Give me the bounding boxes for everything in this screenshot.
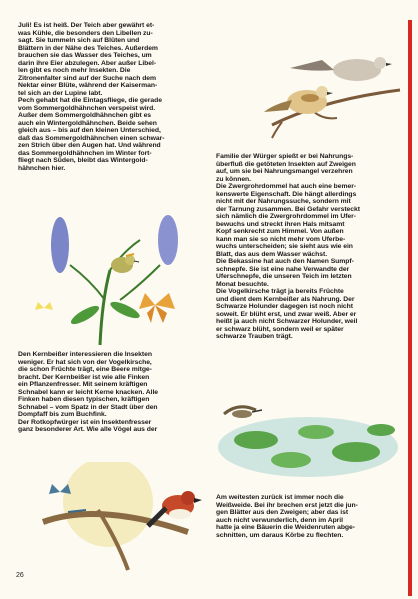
shrike-illustration xyxy=(38,462,203,572)
lupine-goldcrest-illustration xyxy=(30,210,210,350)
red-margin-bar xyxy=(408,20,412,596)
text-block-july-pond: Juli! Es ist heiß. Der Teich aber gewährt et- was Kühle, die besonders den Libellen zu- sagt. Sie tummeln sich auf Blüten und Blättern in der Nähe des Teiches. Außerdem brauchen sie das Wasser des Teiches, um darin ihre Eier abzulegen. Aber außer Libel- len gibt es noch mehr Insekten. Die Zitronenfalter sind auf der Suche nach dem Nektar einer Blüte, während der Kaiserman- tel sich an der Lupine labt. Pech gehabt hat die Eintagsfliege, die gerade vom Sommergoldhähnchen verspeist wird. Außer dem Sommergoldhähnchen gibt es auch ein Wintergoldhähnchen. Beide sehen gleich aus – bis auf den kleinen Unterschied, daß das Sommergoldhähnchen einen schwar- zen Strich über den Augen hat. Und während das Sommergoldhähnchen im Winter fort- fliegt nach Süden, bleibt das Wintergold- hähnchen hier. xyxy=(18,22,165,172)
doves-illustration xyxy=(252,30,402,140)
text-block-white-willow: Am weitesten zurück ist immer noch die Weißweide. Bei ihr brechen erst jetzt die jun- gen Blätter aus den Zweigen; aber das ist auch nicht verwunderlich, denn im April hatte ja eine Bäuerin die Weidenruten abge- schnitten, um daraus Körbe zu flechten. xyxy=(216,494,358,539)
text-block-shrike-bittern: Familie der Würger spießt er bei Nahrungs- überfluß die getöteten Insekten auf Zweigen auf, um sie bei Nahrungsmangel verzehren zu können. Die Zwergrohrdommel hat auch eine bemer- kenswerte Eigenschaft. Die hängt allerdings nicht mit der Nahrungssuche, sondern mit der Tarnung zusammen. Bei Gefahr versteckt sich nämlich die Zwergrohrdommel im Ufer- bewuchs und streckt ihren Hals mitsamt Kopf senkrecht zum Himmel. Von außen kann man sie so nicht mehr vom Uferbe- wuchs unterscheiden; sie sieht aus wie ein Blatt, das aus dem Wasser wächst. Die Bekassine hat auch den Namen Sumpf- schnepfe. Sie ist eine nahe Verwandte der Uferschnepfe, die unseren Teich im letzten Monat besuchte. Die Vogelkirsche trägt ja bereits Früchte und dient dem Kernbeißer als Nahrung. Der Schwarze Holunder dagegen ist noch nicht soweit. Er blüht erst, und zwar weiß. Aber er heißt ja auch nicht Schwarzer Holunder, weil er schwarz blüht, sondern weil er später schwarze Trauben trägt. xyxy=(216,153,360,340)
page-number: 26 xyxy=(16,572,24,579)
text-block-hawfinch: Den Kernbeißer interessieren die Insekten weniger. Er hat sich von der Vogelkirsche, die schon Früchte trägt, eine Beere mitge- bracht. Der Kernbeißer ist wie alle Finken ein Pflanzenfresser. Mit seinem kräftigen Schnabel kann er leicht Kerne knacken. Alle Finken haben diesen typischen, kräftigen Schnabel – vom Spatz in der Stadt über den Dompfaff bis zum Buchfink. Der Rotkopfwürger ist ein Insektenfresser ganz besonderer Art. Wie alle Vögel aus der xyxy=(18,351,159,433)
water-lilies-illustration xyxy=(216,392,401,482)
